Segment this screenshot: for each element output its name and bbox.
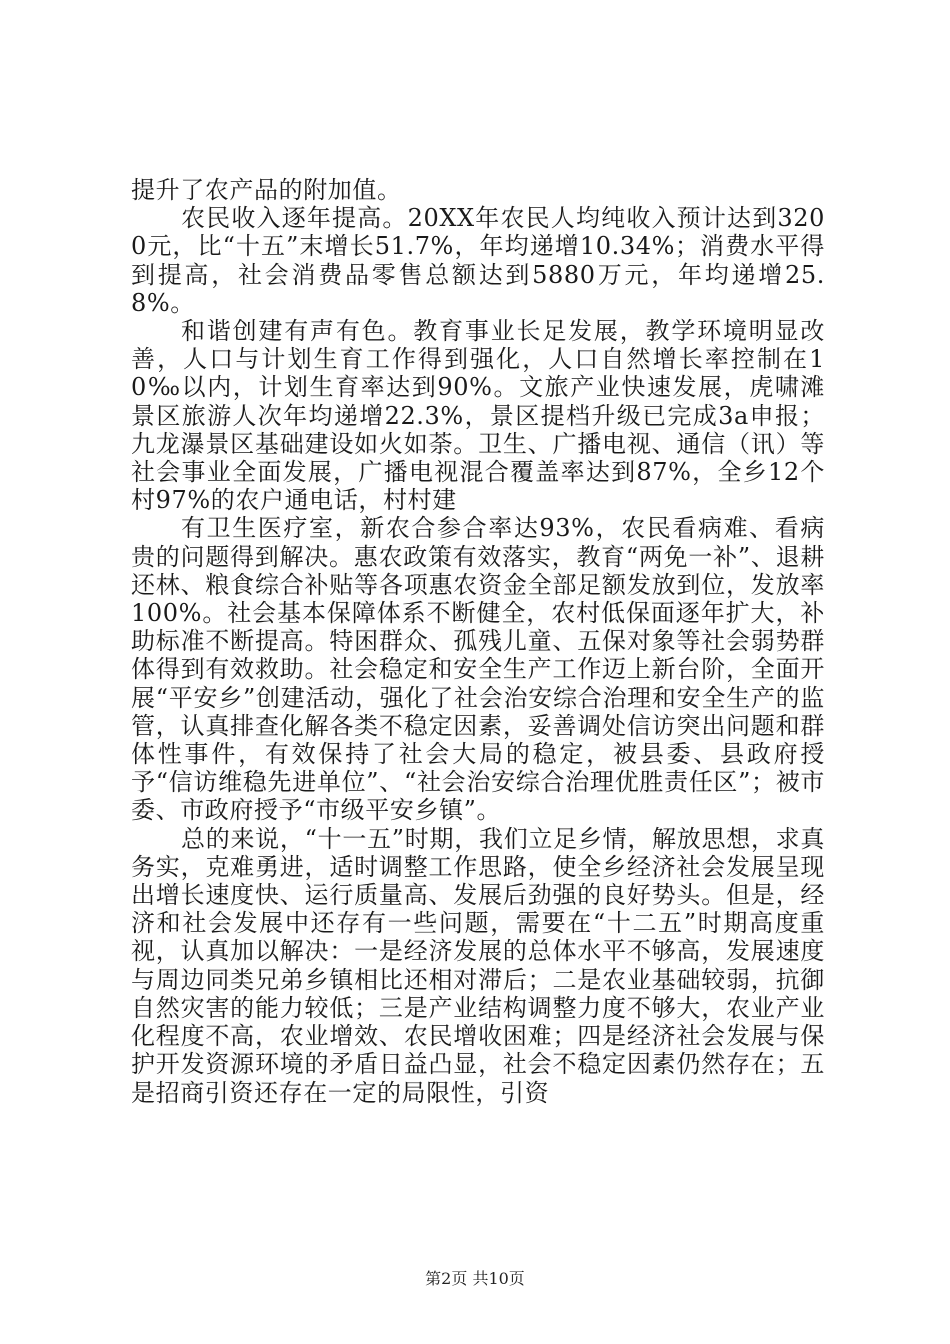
document-body [131, 176, 825, 1107]
paragraph-summary-problems: 总的来说，“十一五”时期，我们立足乡情，解放思想，求真务实，克难勇进，适时调整工作思路，使全乡经济社会发展呈现出增长速度快、运行质量高、发展后劲强的良好势头。但是，经济和社会发展中还存有一些问题，需要在“十二五”时期高度重视，认真加以解决：一是经济发展的总体水平不够高，发展速度与周边同类兄弟乡镇相比还相对滞后；二是农业基础较弱，抗御自然灾害的能力较低；三是产业结构调整力度不够大，农业产业化程度不高，农业增效、农民增收困难；四是经济社会发展与保护开发资源环境的矛盾日益凸显，社会不稳定因素仍然存在；五是招商引资还存在一定的局限性，引资 [131, 824, 825, 1107]
paragraph-farmer-income: 农民收入逐年提高。20XX年农民人均纯收入预计达到3200元，比“十五”末增长51.7%，年均递增10.34%；消费水平得到提高，社会消费品零售总额达到5880万元，年均递增25.8%。 [131, 204, 825, 317]
paragraph-harmony-building: 和谐创建有声有色。教育事业长足发展，教学环境明显改善，人口与计划生育工作得到强化，人口自然增长率控制在10‰以内，计划生育率达到90%。文旅产业快速发展，虎啸滩景区旅游人次年均递增22.3%，景区提档升级已完成3a申报；九龙瀑景区基础建设如火如荼。卫生、广播电视、通信（讯）等社会事业全面发展，广播电视混合覆盖率达到87%，全乡12个村97%的农户通电话，村村建 [131, 317, 825, 515]
paragraph-health-welfare: 有卫生医疗室，新农合参合率达93%，农民看病难、看病贵的问题得到解决。惠农政策有效落实，教育“两免一补”、退耕还林、粮食综合补贴等各项惠农资金全部足额发放到位，发放率100%。社会基本保障体系不断健全，农村低保面逐年扩大，补助标准不断提高。特困群众、孤残儿童、五保对象等社会弱势群体得到有效救助。社会稳定和安全生产工作迈上新台阶，全面开展“平安乡”创建活动，强化了社会治安综合治理和安全生产的监管，认真排查化解各类不稳定因素，妥善调处信访突出问题和群体性事件，有效保持了社会大局的稳定，被县委、县政府授予“信访维稳先进单位”、“社会治安综合治理优胜责任区”；被市委、市政府授予“市级平安乡镇”。 [131, 514, 825, 825]
page-footer: 第2页 共10页 [425, 1269, 525, 1288]
paragraph-continuation: 提升了农产品的附加值。 [131, 176, 402, 204]
